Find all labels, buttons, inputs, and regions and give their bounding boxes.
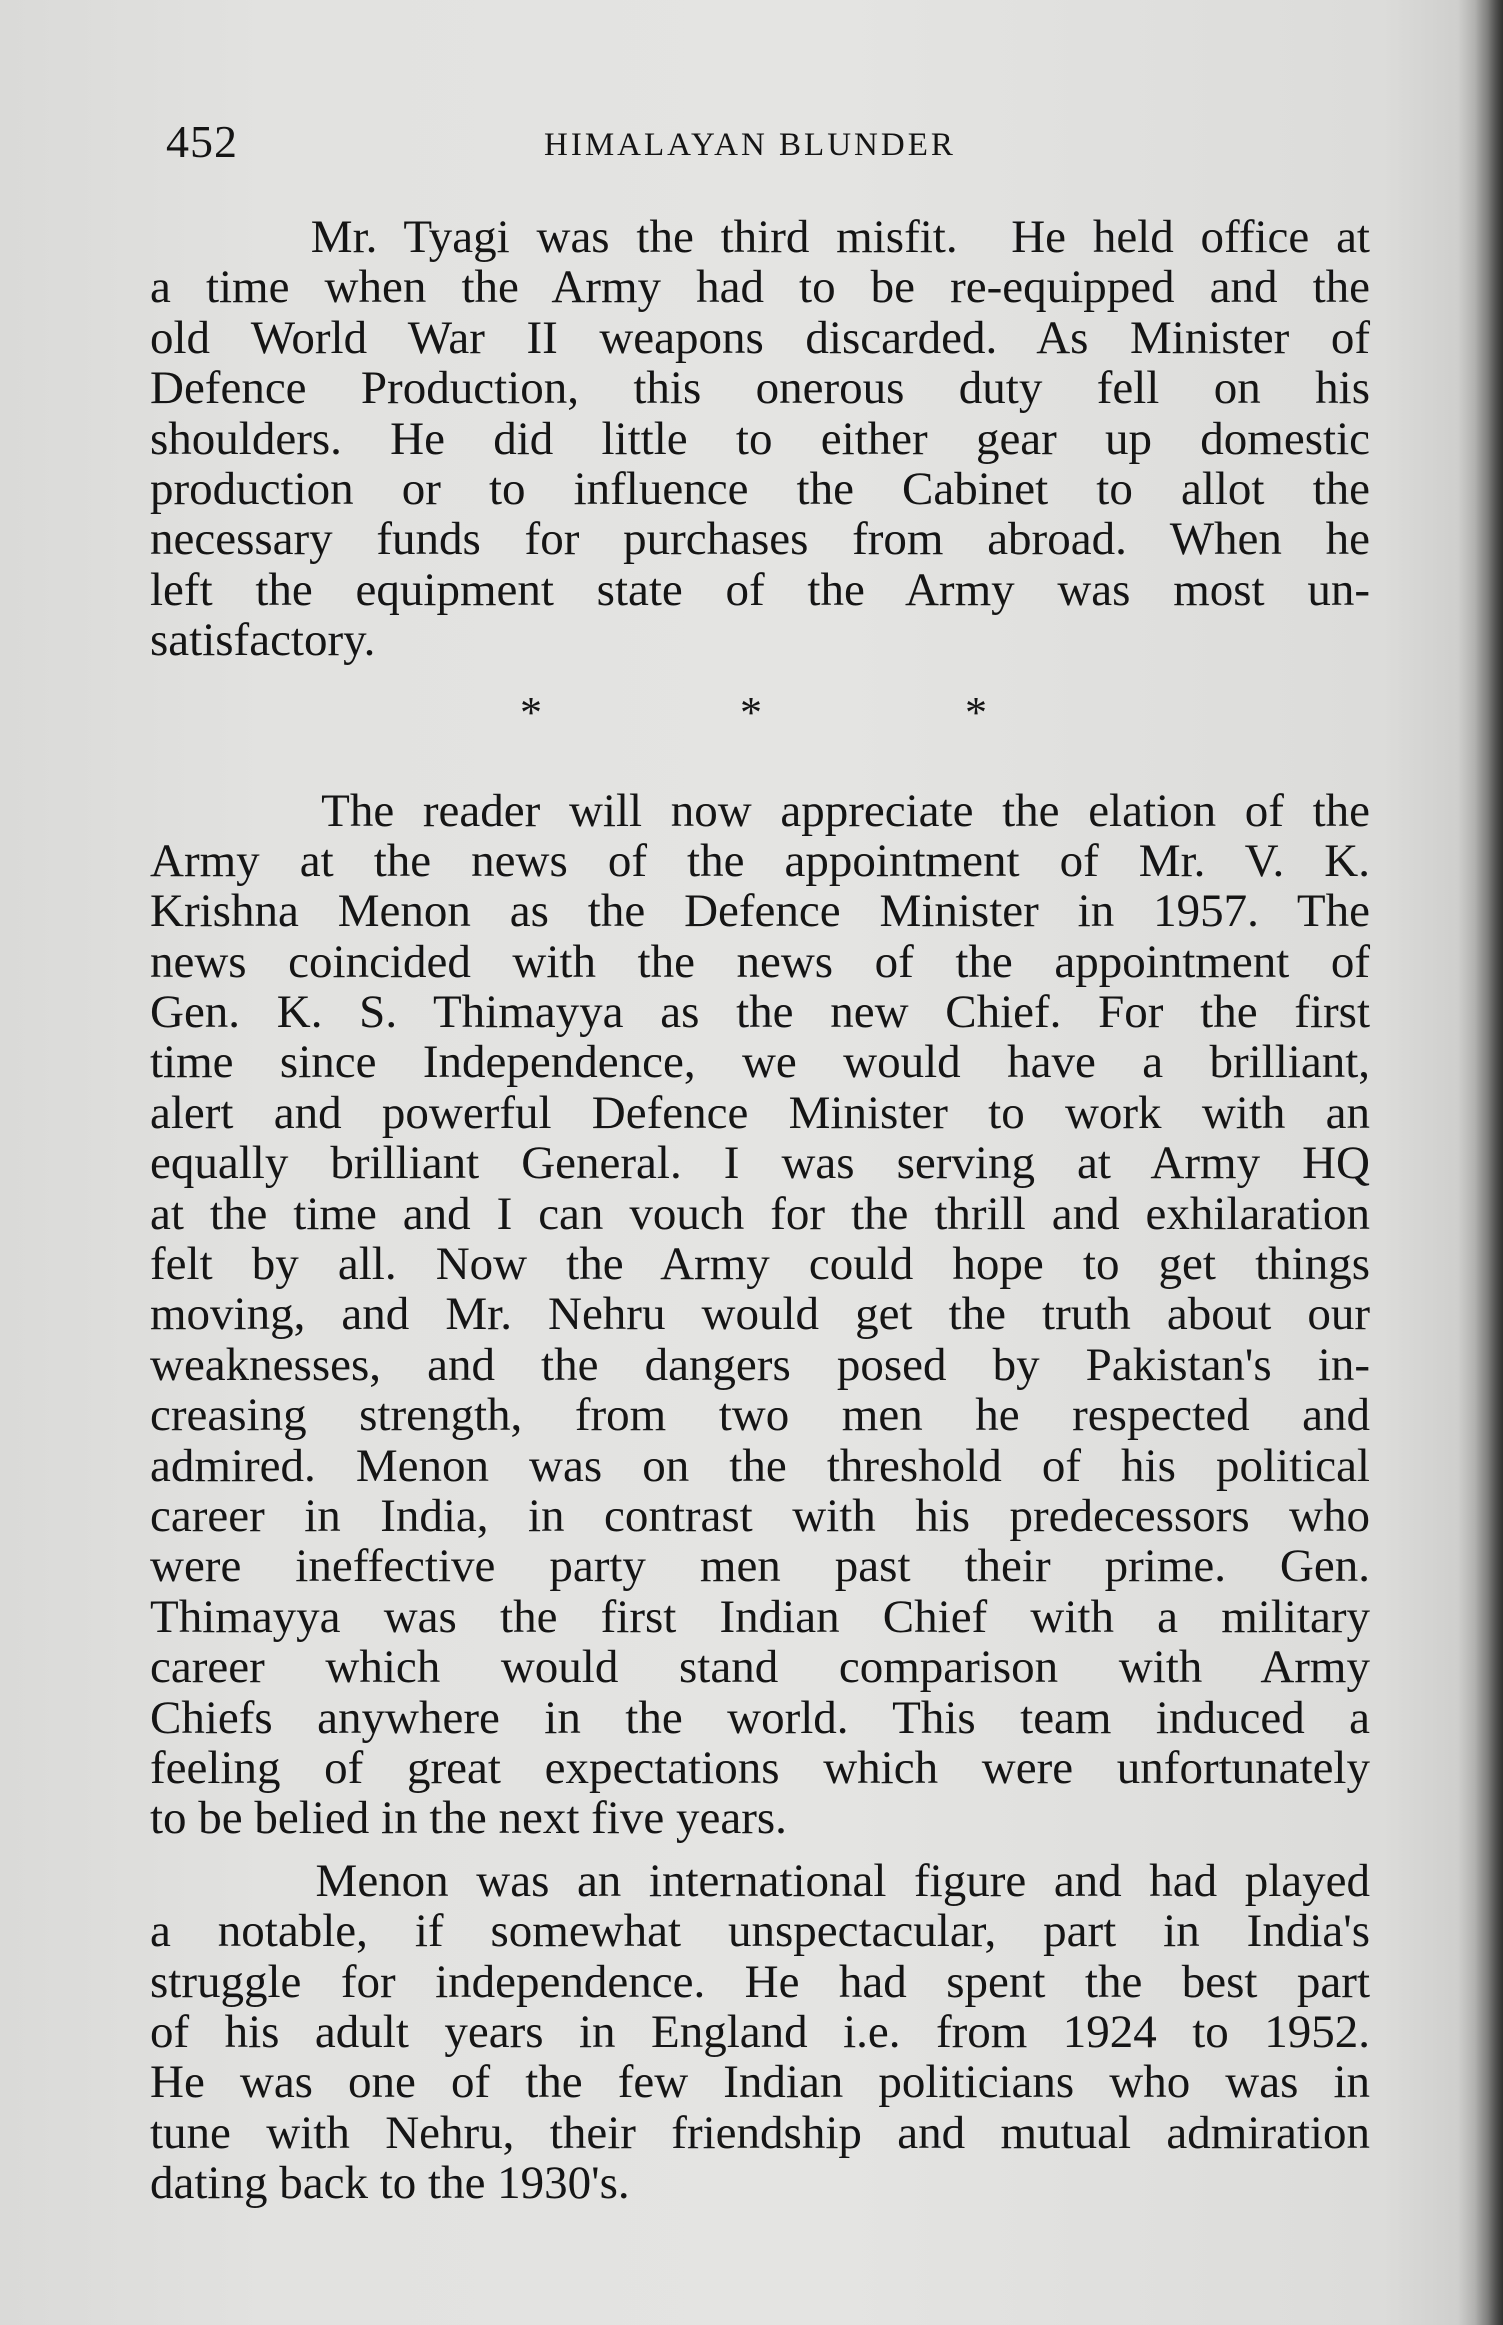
text-line: shoulders. He did little to either gear up domestic — [150, 412, 1370, 465]
text-line: creasing strength, from two men he respected and — [150, 1389, 1370, 1442]
text-line: Chiefs anywhere in the world. This team induced a — [150, 1691, 1370, 1744]
page-edge-shadow — [1475, 0, 1503, 2325]
text-line: left the equipment state of the Army was most un- — [150, 563, 1370, 616]
paragraph-menon-appointment — [150, 786, 1370, 1844]
text-line: feeling of great expectations which were unfortunately — [150, 1741, 1370, 1794]
text-line: a notable, if somewhat unspectacular, part in India's — [150, 1905, 1370, 1958]
text-line: alert and powerful Defence Minister to work with an — [150, 1086, 1370, 1139]
text-line: career which would stand comparison with Army — [150, 1641, 1370, 1694]
separator-asterisk: * — [740, 687, 762, 737]
text-line: weaknesses, and the dangers posed by Pakistan's in- — [150, 1338, 1370, 1391]
text-line: Krishna Menon as the Defence Minister in 1957. The — [150, 885, 1370, 938]
text-line: Mr. Tyagi was the third misfit. He held office at — [150, 211, 1370, 263]
text-line: struggle for independence. He had spent the best part — [150, 1955, 1370, 2008]
separator-asterisk: * — [520, 687, 542, 737]
text-line: Gen. K. S. Thimayya as the new Chief. For the first — [150, 986, 1370, 1039]
paragraph-gap — [150, 1844, 1370, 1856]
text-line: Defence Production, this onerous duty fell on his — [150, 362, 1370, 415]
page-header — [166, 112, 1371, 172]
text-line: dating back to the 1930's. — [150, 2157, 630, 2210]
text-line: career in India, in contrast with his predecessors who — [150, 1489, 1370, 1542]
text-line: felt by all. Now the Army could hope to get things — [150, 1238, 1370, 1291]
text-line: Menon was an international figure and had played — [150, 1854, 1370, 1907]
text-line: were ineffective party men past their prime. Gen. — [150, 1540, 1370, 1593]
text-line: old World War II weapons discarded. As Minister of — [150, 311, 1370, 364]
text-line: admired. Menon was on the threshold of his political — [150, 1439, 1370, 1492]
text-line: of his adult years in England i.e. from 1924 to 1952. — [150, 2005, 1370, 2058]
text-line: necessary funds for purchases from abroad. When he — [150, 513, 1370, 566]
text-line: Army at the news of the appointment of Mr. V. K. — [150, 834, 1370, 887]
running-head: HIMALAYAN BLUNDER — [544, 127, 956, 163]
section-separator — [150, 666, 1370, 786]
paragraph-menon-background — [150, 1856, 1370, 2209]
text-line: news coincided with the news of the appointment of — [150, 935, 1370, 988]
text-line: production or to influence the Cabinet to allot the — [150, 462, 1370, 515]
text-line: time since Independence, we would have a brilliant, — [150, 1036, 1370, 1089]
text-line: satisfactory. — [150, 614, 376, 667]
text-line: The reader will now appreciate the elation of the — [150, 784, 1370, 837]
text-line: at the time and I can vouch for the thrill and exhilaration — [150, 1187, 1370, 1240]
text-line: to be belied in the next five years. — [150, 1792, 787, 1845]
text-line: moving, and Mr. Nehru would get the truth about our — [150, 1288, 1370, 1341]
text-line: Thimayya was the first Indian Chief with a military — [150, 1590, 1370, 1643]
text-line: He was one of the few Indian politicians who was in — [150, 2056, 1370, 2109]
text-line: equally brilliant General. I was serving at Army HQ — [150, 1137, 1370, 1190]
text-line: tune with Nehru, their friendship and mutual admiration — [150, 2106, 1370, 2159]
separator-asterisk: * — [965, 687, 987, 737]
body-text — [150, 212, 1370, 2208]
page-number: 452 — [166, 116, 238, 167]
paragraph-tyagi — [150, 212, 1370, 666]
text-line: a time when the Army had to be re-equipped and the — [150, 261, 1370, 314]
